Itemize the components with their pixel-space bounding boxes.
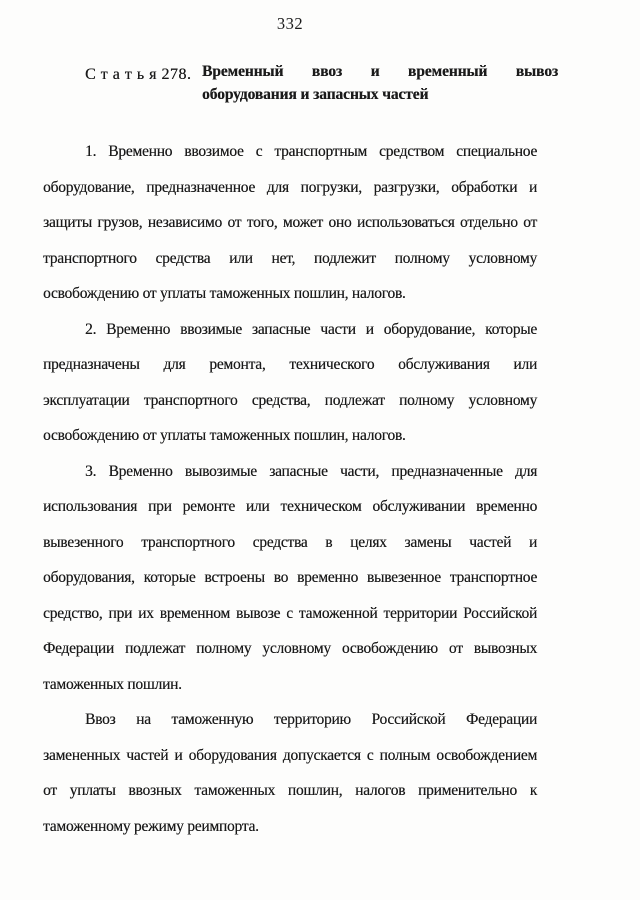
article-title-line: Временный ввоз и временный вывоз — [202, 63, 558, 80]
paragraph-2 — [43, 312, 537, 454]
paragraph-4 — [43, 702, 537, 844]
page-number: 332 — [276, 14, 304, 33]
text-line: 2. Временно ввозимые запасные части и оборудование, которые — [85, 320, 537, 338]
text-line: замененных частей и оборудования допускается с полным освобождением — [43, 746, 537, 764]
text-line: Федерации подлежат полному условному освобождению от вывозных — [43, 640, 537, 657]
text-line: освобождению от уплаты таможенных пошлин, налогов. — [43, 427, 406, 444]
article-body — [43, 134, 537, 844]
text-line: Ввоз на таможенную территорию Российской Федерации — [85, 711, 537, 728]
text-line: использования при ремонте или техническом обслуживании временно — [43, 498, 537, 515]
paragraph-1 — [43, 134, 537, 312]
text-line: защиты грузов, независимо от того, может оно использоваться отдельно от — [43, 214, 537, 231]
article-title-line: оборудования и запасных частей — [202, 85, 429, 103]
text-line: транспортного средства или нет, подлежит полному условному — [43, 249, 537, 267]
text-line: оборудование, предназначенное для погрузки, разгрузки, обработки и — [43, 178, 537, 196]
text-line: эксплуатации транспортного средства, подлежат полному условному — [43, 391, 537, 409]
article-title — [202, 61, 558, 106]
text-line: вывезенного транспортного средства в целях замены частей и — [43, 533, 537, 551]
text-line: 3. Временно вывозимые запасные части, предназначенные для — [85, 462, 537, 480]
text-line: предназначены для ремонта, технического обслуживания или — [43, 356, 537, 373]
paragraph-3 — [43, 454, 537, 703]
text-line: средство, при их временном вывозе с таможенной территории Российской — [43, 604, 537, 622]
text-line: оборудования, которые встроены во временно вывезенное транспортное — [43, 569, 537, 586]
text-line: от уплаты ввозных таможенных пошлин, налогов применительно к — [43, 782, 537, 799]
text-line: таможенному режиму реимпорта. — [43, 817, 259, 835]
text-line: 1. Временно ввозимое с транспортным средством специальное — [85, 143, 537, 160]
article-label: С т а т ь я 278. — [85, 66, 192, 83]
text-line: таможенных пошлин. — [43, 675, 182, 693]
text-line: освобождению от уплаты таможенных пошлин, налогов. — [43, 285, 406, 302]
